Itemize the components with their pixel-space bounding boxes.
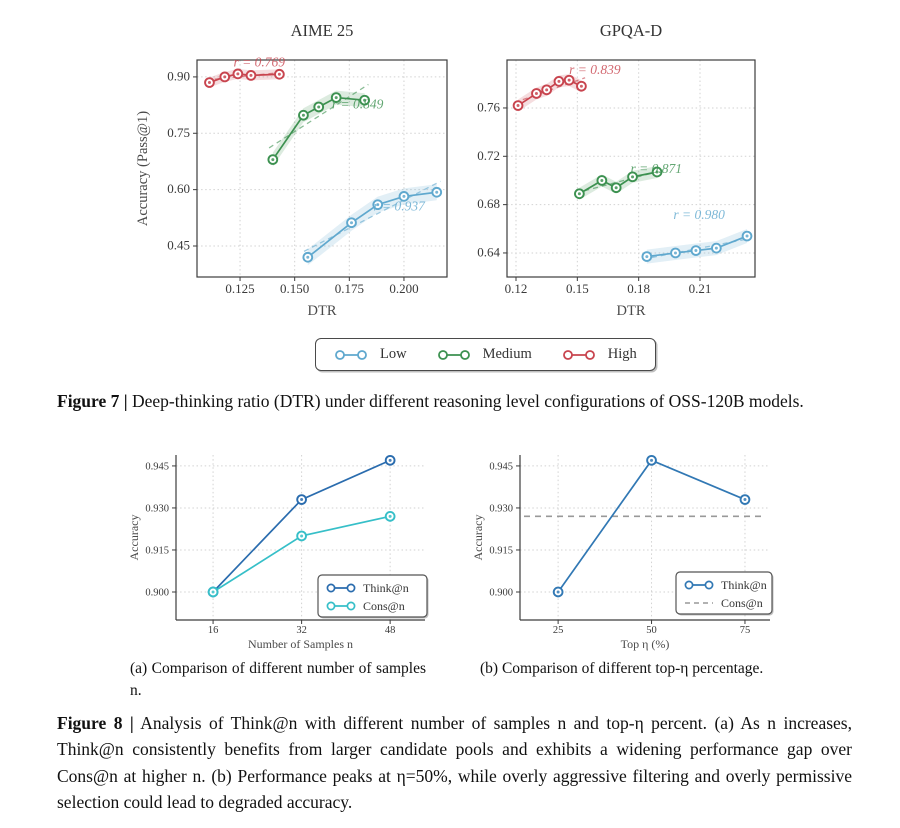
- svg-text:r = 0.839: r = 0.839: [569, 62, 621, 78]
- figure7-caption-text: Deep-thinking ratio (DTR) under different reasoning level configurations of OSS-120B models.: [131, 391, 804, 411]
- svg-text:48: 48: [384, 625, 396, 636]
- svg-text:DTR: DTR: [307, 303, 337, 319]
- svg-text:Cons@n: Cons@n: [721, 596, 763, 610]
- svg-text:Accuracy: Accuracy: [471, 514, 485, 561]
- figure8-subcaption-b: (b) Comparison of different top-η percentage.: [480, 660, 764, 677]
- svg-text:0.930: 0.930: [145, 503, 169, 515]
- svg-text:0.900: 0.900: [145, 587, 169, 599]
- svg-text:0.12: 0.12: [504, 281, 528, 296]
- svg-text:0.64: 0.64: [477, 244, 500, 260]
- legend-item-high: [562, 346, 637, 363]
- figure7-caption: [57, 388, 849, 414]
- svg-text:0.915: 0.915: [489, 545, 513, 557]
- svg-text:50: 50: [646, 625, 657, 636]
- figure7-caption-label: Figure 7 |: [57, 391, 128, 411]
- svg-text:Cons@n: Cons@n: [363, 599, 405, 613]
- eta-chart: [455, 445, 785, 660]
- svg-text:0.45: 0.45: [167, 237, 190, 253]
- svg-text:r = 0.937: r = 0.937: [373, 198, 425, 214]
- svg-text:Think@n: Think@n: [721, 578, 767, 592]
- figure8-caption: [57, 710, 852, 815]
- svg-text:Think@n: Think@n: [363, 581, 409, 595]
- medium-series-line-icon: [437, 349, 471, 361]
- svg-text:0.68: 0.68: [477, 196, 500, 212]
- svg-text:0.900: 0.900: [489, 587, 513, 599]
- svg-text:0.76: 0.76: [477, 99, 500, 115]
- svg-text:0.945: 0.945: [489, 461, 513, 473]
- legend-item-medium: [437, 346, 532, 363]
- svg-text:r = 0.849: r = 0.849: [331, 96, 384, 112]
- svg-text:0.175: 0.175: [334, 281, 364, 296]
- legend-label-medium: Medium: [482, 346, 532, 362]
- svg-text:Accuracy: Accuracy: [127, 514, 141, 561]
- svg-text:0.21: 0.21: [688, 281, 712, 296]
- svg-text:0.945: 0.945: [145, 461, 169, 473]
- svg-text:AIME 25: AIME 25: [290, 21, 354, 40]
- svg-text:0.150: 0.150: [280, 281, 310, 296]
- svg-text:0.18: 0.18: [627, 281, 651, 296]
- svg-text:0.930: 0.930: [489, 503, 513, 515]
- svg-text:32: 32: [296, 625, 307, 636]
- gpqad-chart: [455, 15, 785, 330]
- svg-text:16: 16: [207, 625, 219, 636]
- svg-text:0.60: 0.60: [167, 181, 190, 197]
- svg-text:0.75: 0.75: [167, 124, 190, 140]
- figure8-caption-label: Figure 8 |: [57, 713, 134, 733]
- svg-text:GPQA-D: GPQA-D: [599, 21, 663, 40]
- high-series-line-icon: [562, 349, 596, 361]
- svg-text:Number of Samples n: Number of Samples n: [248, 637, 353, 651]
- legend-label-low: Low: [380, 346, 407, 362]
- figure7-legend: [315, 338, 656, 371]
- samples-chart: [120, 445, 430, 660]
- svg-text:Accuracy (Pass@1): Accuracy (Pass@1): [135, 110, 151, 227]
- svg-text:0.915: 0.915: [145, 545, 169, 557]
- low-series-line-icon: [334, 349, 368, 361]
- svg-text:0.72: 0.72: [477, 147, 500, 163]
- svg-text:r = 0.980: r = 0.980: [673, 207, 725, 223]
- figure8-subcaption-a: (a) Comparison of different number of samples n.: [130, 660, 426, 700]
- svg-text:0.15: 0.15: [565, 281, 589, 296]
- svg-text:r = 0.769: r = 0.769: [233, 54, 285, 70]
- svg-text:75: 75: [739, 625, 751, 636]
- legend-label-high: High: [607, 346, 637, 362]
- svg-text:0.90: 0.90: [167, 68, 190, 84]
- svg-text:0.125: 0.125: [225, 281, 255, 296]
- figure8-caption-text: Analysis of Think@n with different number of samples n and top-η percent. (a) As n increases, Think@n consistently benefits from larger candidate pools and exhibits a widening performance gap over Cons@n at higher n. (b) Performance peaks at η=50%, while overly aggressive filtering and overly permissive selection could lead to degraded accuracy.: [57, 713, 852, 812]
- svg-text:DTR: DTR: [616, 303, 646, 319]
- svg-text:25: 25: [552, 625, 564, 636]
- aime25-chart: [55, 15, 460, 330]
- svg-text:r = 0.871: r = 0.871: [630, 161, 682, 177]
- svg-text:0.200: 0.200: [389, 281, 419, 296]
- legend-item-low: [334, 346, 407, 363]
- svg-text:Top η (%): Top η (%): [620, 637, 670, 651]
